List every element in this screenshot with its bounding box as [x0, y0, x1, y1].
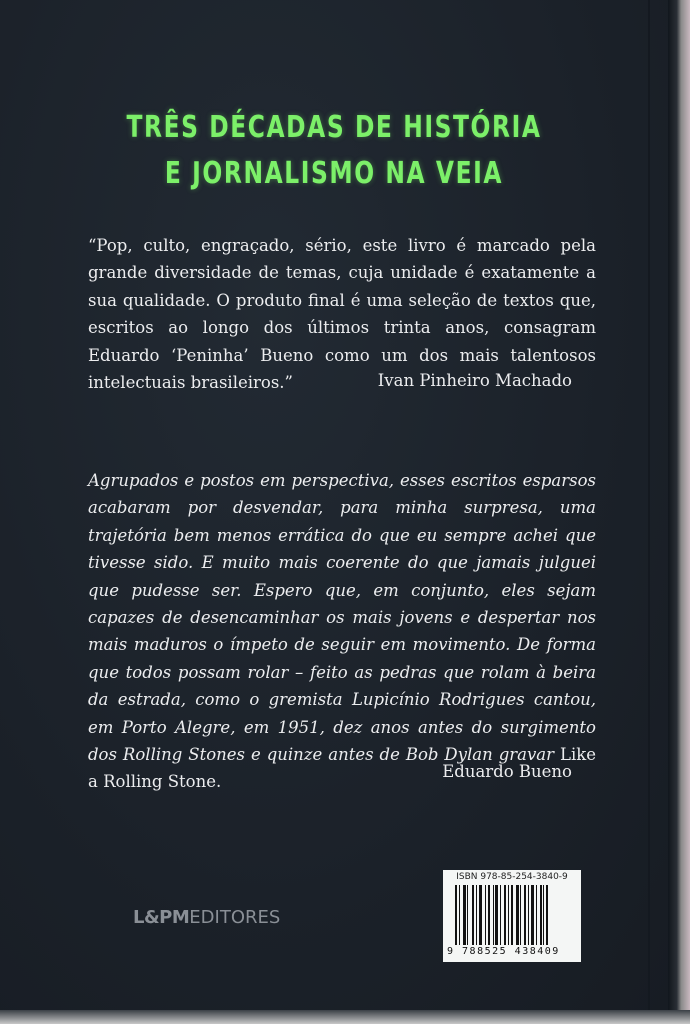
barcode-digits: 9 788525 438409 [447, 946, 560, 957]
excerpt-italic: Agrupados e postos em perspectiva, esses escritos esparsos acabaram por desvendar, para minha surpresa, uma trajetória bem menos errática do que eu sempre achei que tivesse sido. E muito mais coerente do que jamais julguei que pudesse ser. Espero que, em conjunto, eles sejam capazes de desencaminhar os mais jovens e despertar nos mais maduros o ímpeto de seguir em movimento. De forma que todos possam rolar – feito as pedras que rolam à beira da estrada, como o gremista Lupicínio Rodrigues cantou, em Porto Alegre, em 1951, dez anos antes do surgimento dos Rolling Stones e quinze antes de Bob Dylan gravar [88, 471, 596, 765]
publisher-logo-word: EDITORES [189, 907, 281, 928]
publisher-logo [133, 907, 280, 928]
publisher-logo-mark: L&PM [133, 907, 190, 928]
isbn-barcode [443, 870, 581, 962]
page-edge-bottom [0, 1010, 690, 1024]
isbn-label: ISBN 978-85-254-3840-9 [456, 872, 568, 882]
cover-title-line-2: E JORNALISMO NA VEIA [164, 156, 504, 191]
quote-author: Ivan Pinheiro Machado [377, 371, 572, 390]
author-excerpt [88, 467, 596, 796]
barcode-bars [455, 885, 571, 945]
page-edge-right [668, 0, 690, 1024]
excerpt-author: Eduardo Bueno [442, 762, 572, 781]
blurb-quote: “Pop, culto, engraçado, sério, este livro é marcado pela grande diversidade de temas, cuja unidade é exatamente a sua qualidade. O produto final é uma seleção de textos que, escritos ao longo dos últimos trinta anos, consagram Eduardo ‘Peninha’ Bueno como um dos mais talentosos intelectuais brasileiros.” [88, 236, 596, 393]
song-title: Like a Rolling Stone. [88, 745, 596, 792]
cover-fold-line [648, 0, 650, 1010]
cover-title-line-1: TRÊS DÉCADAS DE HISTÓRIA [126, 110, 542, 145]
